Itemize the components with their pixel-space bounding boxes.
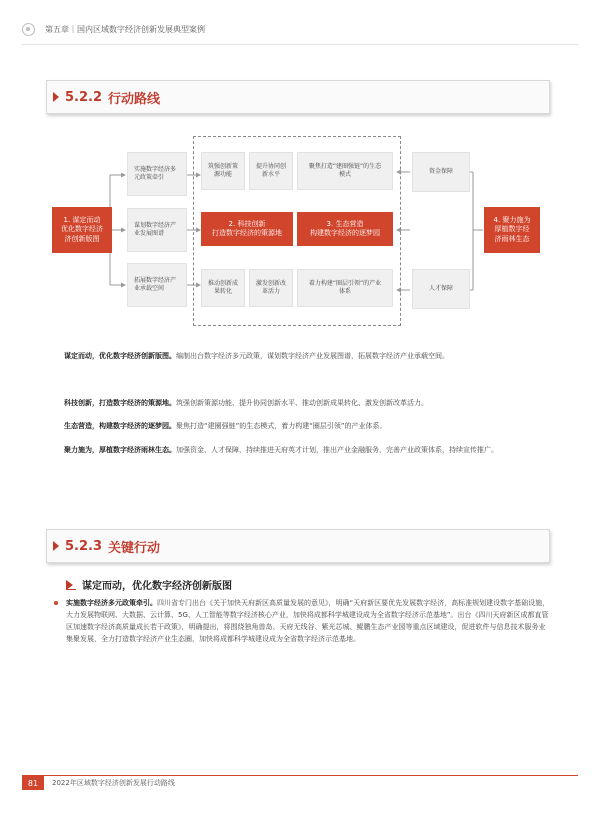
subheading-text: 谋定而动，优化数字经济创新版图 (82, 581, 232, 592)
center-bottom-transform: 推动创新成 果转化 (201, 269, 245, 307)
paragraph-4 (64, 445, 550, 457)
section-number: 5.2.2 (65, 89, 103, 105)
page-number: 81 (22, 776, 44, 790)
subheading (66, 577, 232, 592)
right-item-talent: 人才保障 (412, 269, 470, 309)
stage-4-box: 4. 聚力施为 厚植数字经 济雨林生态 (484, 207, 540, 253)
right-item-funding: 资金保障 (412, 152, 470, 192)
footer-divider (22, 775, 578, 776)
paragraph-4-body: 加强资金、人才保障，持续推进天府英才计划，推出产业金融服务，完善产业政策体系，持续宣传推广。 (176, 446, 498, 454)
center-bottom-industry: 着力构建“圈层引领”的产业 体系 (297, 269, 393, 307)
bullet-lead: 实施数字经济多元政策牵引。 (66, 599, 157, 607)
bullet-body: 四川省专门出台《关于加快天府新区高质量发展的意见》，明确“天府新区要优先发展数字经济，高标准规划建设数字基础设施，大力发展物联网、大数据、云计算、5G、人工智能等数字经济核心产业，加快将成都科学城建设成为全省数字经济示范基地”。出台《四川天府新区成都直管区加速数字经济高质量成长若干政策》，明确提出，将围绕独角兽岛、天府无线谷、紫光芯城、鲲鹏生态产业园等重点区域建设，促进软件与信息技术服务业集聚发展，全力打造数字经济产业生态圈，加快将成都科学城建设成为全省数字经济示范基地。 (66, 599, 550, 644)
section-banner-5-2-3 (46, 529, 550, 563)
bullet-paragraph (66, 597, 552, 645)
paragraph-1 (64, 351, 550, 363)
paragraph-2 (64, 398, 550, 410)
paragraph-1-body: 编制出台数字经济多元政策，谋划数字经济产业发展图谱，拓展数字经济产业承载空间。 (176, 352, 449, 360)
paragraph-4-lead: 聚力施为，厚植数字经济雨林生态。 (64, 446, 176, 454)
paragraph-1-lead: 谋定而动，优化数字经济创新版图。 (64, 352, 176, 360)
footer-title: 2022年区域数字经济创新发展行动路线 (52, 779, 175, 787)
paragraph-3-lead: 生态营造，构建数字经济的逐梦园。 (64, 422, 176, 430)
paragraph-3-body: 聚焦打造“建圈强链”的生态模式，着力构建“圈层引领”的产业体系。 (176, 422, 387, 430)
section-number: 5.2.3 (65, 538, 103, 554)
center-top-source: 筑强创新策 源功能 (201, 152, 245, 190)
paragraph-3 (64, 421, 550, 433)
paragraph-2-lead: 科技创新，打造数字经济的策源地。 (64, 399, 176, 407)
paragraph-2-body: 筑强创新策源功能、提升协同创新水平、推动创新成果转化、激发创新改革活力。 (176, 399, 428, 407)
subheading-marker-icon (66, 580, 76, 590)
center-top-ecosystem: 聚焦打造“建圈强链”的生态 模式 (297, 152, 393, 190)
bullet-dot-icon (54, 601, 58, 605)
center-bottom-reform: 激发创新改 革活力 (249, 269, 293, 307)
left-item-space: 拓展数字经济产 业承载空间 (127, 263, 187, 307)
section-title: 行动路线 (108, 91, 161, 107)
section-title: 关键行动 (108, 540, 161, 556)
stage-2-box: 2. 科技创新 打造数字经济的策源地 (201, 212, 293, 246)
stage-1-box: 1. 谋定而动 优化数字经济 济创新版图 (52, 207, 112, 253)
triangle-marker-icon (53, 541, 59, 551)
left-item-map: 谋划数字经济产 业发展图谱 (127, 208, 187, 252)
left-item-policy: 实施数字经济多 元政策牵引 (127, 152, 187, 196)
chapter-title: 第五章｜国内区域数字经济创新发展典型案例 (45, 24, 205, 34)
center-top-collab: 提升协同创 新水平 (249, 152, 293, 190)
stage-3-box: 3. 生态营造 构建数字经济的逐梦园 (297, 212, 393, 246)
